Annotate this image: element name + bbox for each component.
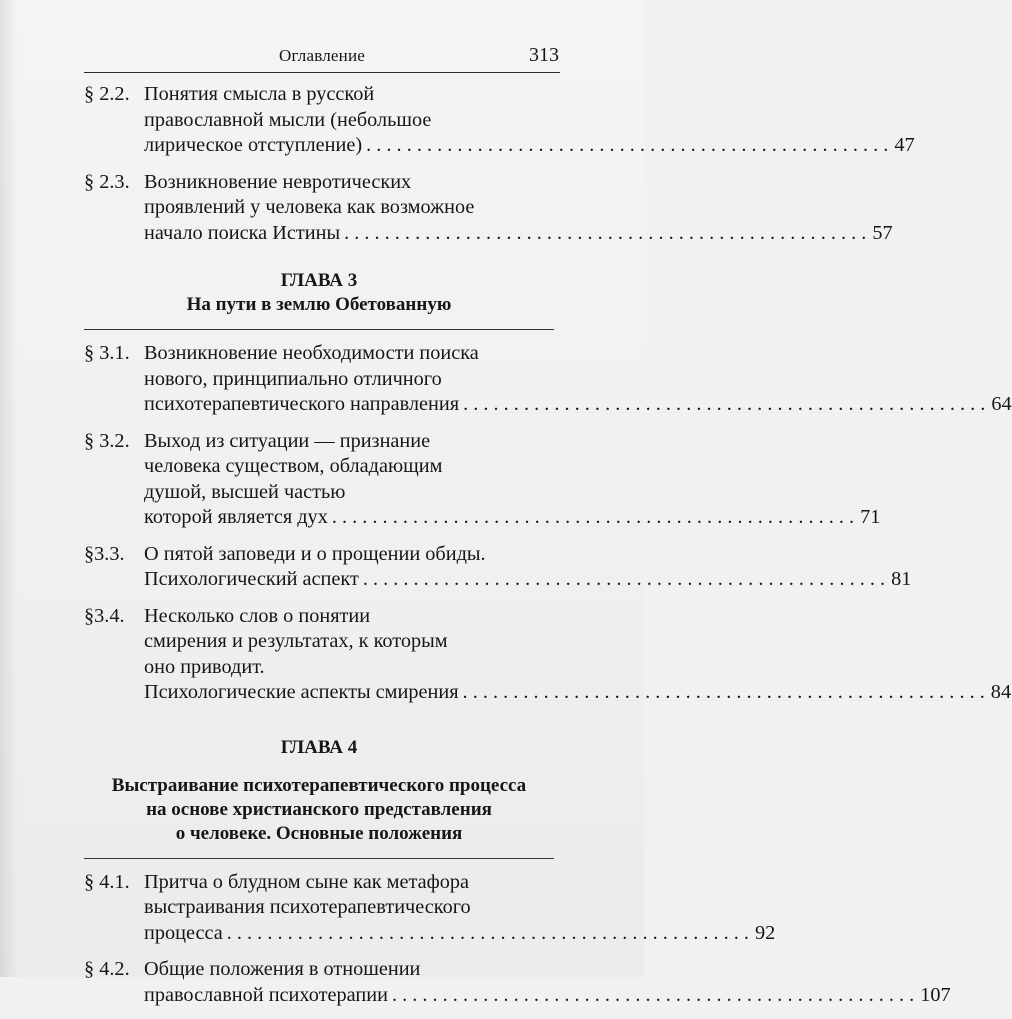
title-line: начало поиска Истины: [144, 221, 341, 244]
dot-leader: [459, 392, 985, 418]
title-last-line: [144, 392, 1012, 418]
title-line: оно приводит.: [144, 655, 265, 678]
title-line: православной мысли (небольшое: [144, 108, 432, 131]
header-rule: [84, 72, 560, 73]
section-number: § 3.2.: [84, 429, 130, 452]
section-title: [144, 957, 951, 1008]
page-ref: 47: [894, 134, 915, 156]
section-number: § 2.2.: [84, 83, 130, 105]
title-last-line: [144, 680, 1011, 706]
section-title: [144, 341, 1012, 418]
dot-leader: [340, 221, 866, 247]
chapter-4-title-line: о человеке. Основные положения: [175, 822, 463, 844]
chapter-4-title-line: Выстраивание психотерапевтического процесса: [111, 774, 527, 796]
title-last-line: [144, 983, 951, 1009]
page-ref: 81: [891, 568, 912, 590]
chapter-3-label: ГЛАВА 3: [280, 270, 358, 291]
dot-leader: [359, 567, 885, 593]
title-line: нового, принципиально отличного: [144, 367, 442, 390]
section-number: § 2.3.: [84, 170, 130, 193]
chapter-rule: [84, 329, 554, 330]
toc-entry-2-3[interactable]: [84, 170, 893, 247]
toc-entry-3-3[interactable]: [84, 542, 912, 593]
chapter-rule: [84, 858, 554, 859]
page-ref: 92: [755, 921, 776, 944]
toc-entry-4-1[interactable]: [84, 870, 776, 947]
dot-leader: [388, 983, 914, 1009]
title-last-line: [144, 567, 911, 593]
chapter-3-title: На пути в землю Обетованную: [186, 294, 452, 315]
title-last-line: [144, 505, 880, 531]
title-line: которой является дух: [144, 506, 328, 528]
title-last-line: [144, 221, 893, 247]
title-line: Понятия смысла в русской: [144, 83, 375, 105]
toc-entry-3-1[interactable]: [84, 341, 1012, 418]
chapter-4-title-line: на основе христианского представления: [146, 798, 492, 820]
section-title: [144, 82, 915, 159]
section-title: [144, 429, 880, 531]
running-title: Оглавление: [279, 46, 365, 65]
title-line: О пятой заповеди и о прощении обиды.: [144, 542, 486, 565]
dot-leader: [459, 680, 985, 706]
section-title: [144, 870, 775, 947]
title-line: Притча о блудном сыне как метафора: [144, 870, 470, 893]
section-title: [144, 604, 1011, 706]
title-line: лирическое отступление): [144, 134, 363, 156]
title-line: выстраивания психотерапевтического: [144, 896, 471, 918]
toc-entry-3-4[interactable]: [84, 604, 1012, 706]
title-line: душой, высшей частью: [144, 480, 346, 503]
toc-entry-2-2[interactable]: [84, 82, 915, 159]
section-number: § 3.1.: [84, 342, 130, 364]
title-last-line: [144, 921, 775, 947]
page-ref: 57: [872, 221, 893, 244]
section-title: [144, 170, 893, 247]
title-line: Психологический аспект: [144, 568, 359, 590]
table-of-contents: [84, 82, 1012, 1019]
toc-entry-4-2[interactable]: [84, 957, 951, 1008]
spine-shadow: [0, 0, 18, 977]
page-ref: 84: [990, 681, 1012, 703]
title-line: психотерапевтического направления: [144, 393, 460, 415]
title-line: Несколько слов о понятии: [144, 604, 371, 627]
page-header: [85, 46, 559, 72]
title-last-line: [144, 133, 915, 159]
chapter-4-label: ГЛАВА 4: [280, 736, 358, 758]
title-line: смирения и результатах, к которым: [144, 630, 448, 652]
title-line: православной психотерапии: [144, 983, 388, 1006]
title-line: Выход из ситуации — признание: [144, 429, 431, 452]
section-number: § 4.1.: [84, 870, 130, 893]
dot-leader: [223, 921, 749, 947]
title-line: проявлений у человека как возможное: [144, 196, 475, 218]
title-line: Психологические аспекты смирения: [144, 681, 459, 703]
dot-leader: [328, 505, 854, 531]
section-title: [144, 542, 911, 593]
page-number: 313: [529, 44, 559, 66]
title-line: Общие положения в отношении: [144, 958, 421, 980]
title-line: Возникновение невротических: [144, 170, 412, 193]
section-number: § 4.2.: [84, 958, 130, 980]
section-number: §3.3.: [84, 542, 125, 565]
title-line: процесса: [144, 921, 223, 944]
page-ref: 107: [920, 983, 951, 1006]
dot-leader: [362, 133, 888, 159]
page-ref: 64: [991, 393, 1012, 415]
page-ref: 71: [860, 506, 881, 528]
title-line: Возникновение необходимости поиска: [144, 342, 479, 364]
title-line: человека существом, обладающим: [144, 455, 443, 477]
toc-entry-3-2[interactable]: [84, 429, 881, 531]
section-number: §3.4.: [84, 604, 125, 627]
